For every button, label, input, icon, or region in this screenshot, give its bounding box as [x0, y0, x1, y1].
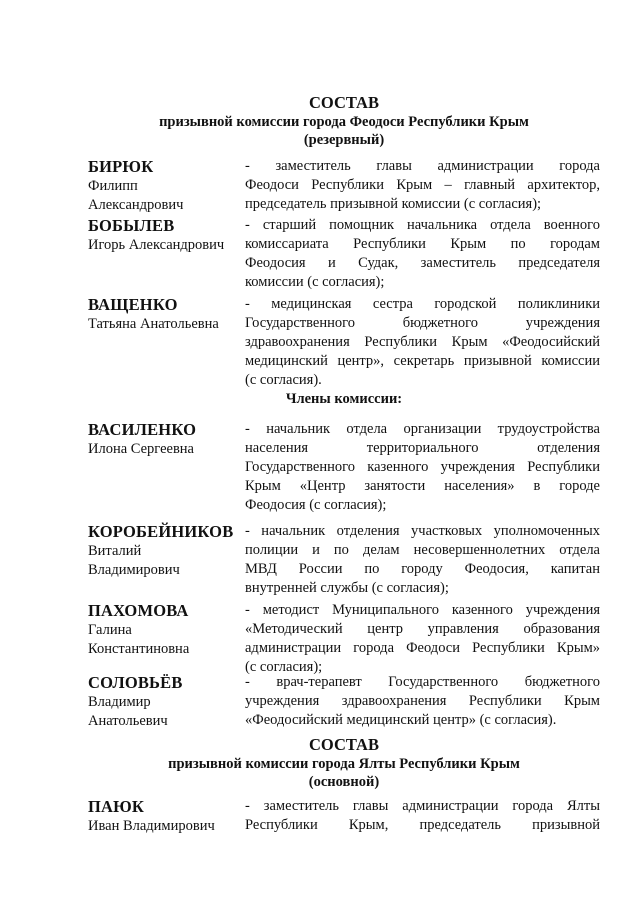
surname: КОРОБЕЙНИКОВ: [88, 522, 234, 541]
heading-subtitle: призывной комиссии города Феодоси Республики Крым: [159, 114, 529, 130]
given-name: Владимир: [88, 694, 151, 710]
role-line: комиссии (с согласия);: [245, 274, 385, 290]
role-line: - заместитель главы администрации города: [245, 158, 600, 174]
role-line: внутренней службы (с согласия);: [245, 580, 449, 596]
given-name: Илона Сергеевна: [88, 441, 194, 457]
role-line: здравоохранения Республики Крым «Феодосийский: [245, 334, 600, 350]
patronymic: Анатольевич: [88, 713, 168, 729]
person-name: [88, 216, 240, 255]
person-role: [245, 601, 600, 677]
surname: ПАЮК: [88, 797, 145, 816]
role-line: (с согласия);: [245, 659, 323, 675]
role-line: Государственного бюджетного учреждения: [245, 315, 600, 331]
role-line: - начальник отделения участковых уполномоченных: [245, 523, 600, 539]
role-line: - заместитель главы администрации города Ялты: [245, 798, 600, 814]
surname: ВАСИЛЕНКО: [88, 420, 197, 439]
role-line: председатель призывной комиссии (с согласия);: [245, 196, 542, 212]
role-line: - врач-терапевт Государственного бюджетного: [245, 674, 600, 690]
person-role: [245, 673, 600, 730]
heading-qualifier: (основной): [308, 774, 380, 790]
person-name: [88, 601, 240, 659]
person-name: [88, 522, 240, 580]
section-heading-main: [90, 735, 598, 791]
role-line: комиссариата Республики Крым по городам: [245, 236, 600, 252]
heading-qualifier: (резервный): [303, 132, 385, 148]
role-line: - методист Муниципального казенного учреждения: [245, 602, 600, 618]
surname: СОЛОВЬЁВ: [88, 673, 183, 692]
section-heading-reserve: [90, 93, 598, 149]
members-heading: Члены комиссии:: [285, 391, 403, 407]
heading-title: СОСТАВ: [309, 93, 379, 112]
person-name: [88, 295, 240, 334]
heading-title: СОСТАВ: [309, 735, 379, 754]
person-role: [245, 522, 600, 598]
person-role: [245, 295, 600, 390]
role-line: медицинский центр», секретарь призывной комиссии: [245, 353, 600, 369]
role-line: (с согласия).: [245, 372, 322, 388]
role-line: - начальник отдела организации трудоустройства: [245, 421, 600, 437]
patronymic: Константиновна: [88, 641, 190, 657]
surname: ВАЩЕНКО: [88, 295, 178, 314]
role-line: Феодосия (с согласия);: [245, 497, 387, 513]
role-line: - старший помощник начальника отдела военного: [245, 217, 600, 233]
surname: БИРЮК: [88, 157, 154, 176]
role-line: администрации города Феодоси Республики Крым»: [245, 640, 600, 656]
role-line: полиции и по делам несовершеннолетних отдела: [245, 542, 600, 558]
role-line: Феодоси Республики Крым – главный архитектор,: [245, 177, 600, 193]
given-name: Игорь Александрович: [88, 237, 225, 253]
person-role: [245, 157, 600, 214]
given-name: Виталий: [88, 543, 142, 559]
person-name: [88, 420, 240, 459]
patronymic: Александрович: [88, 197, 184, 213]
role-line: «Методический центр управления образования: [245, 621, 600, 637]
role-line: Крым «Центр занятости населения» в городе: [245, 478, 600, 494]
person-role: [245, 420, 600, 515]
surname: БОБЫЛЕВ: [88, 216, 175, 235]
given-name: Галина: [88, 622, 132, 638]
person-name: [88, 797, 240, 836]
role-line: учреждения здравоохранения Республики Крым: [245, 693, 600, 709]
given-name: Татьяна Анатольевна: [88, 316, 219, 332]
given-name: Иван Владимирович: [88, 818, 215, 834]
role-line: населения территориального отделения: [245, 440, 600, 456]
person-name: [88, 673, 240, 731]
role-line: - медицинская сестра городской поликлиники: [245, 296, 600, 312]
role-line: «Феодосийский медицинский центр» (с согласия).: [245, 712, 557, 728]
surname: ПАХОМОВА: [88, 601, 189, 620]
role-line: Республики Крым, председатель призывной: [245, 817, 600, 833]
heading-subtitle: призывной комиссии города Ялты Республики Крым: [168, 756, 520, 772]
role-line: Феодосия и Судак, заместитель председателя: [245, 255, 600, 271]
patronymic: Владимирович: [88, 562, 180, 578]
given-name: Филипп: [88, 178, 138, 194]
role-line: МВД России по городу Феодосия, капитан: [245, 561, 600, 577]
person-role: [245, 216, 600, 292]
person-name: [88, 157, 240, 215]
person-role: [245, 797, 600, 835]
role-line: Государственного казенного учреждения Республики: [245, 459, 600, 475]
